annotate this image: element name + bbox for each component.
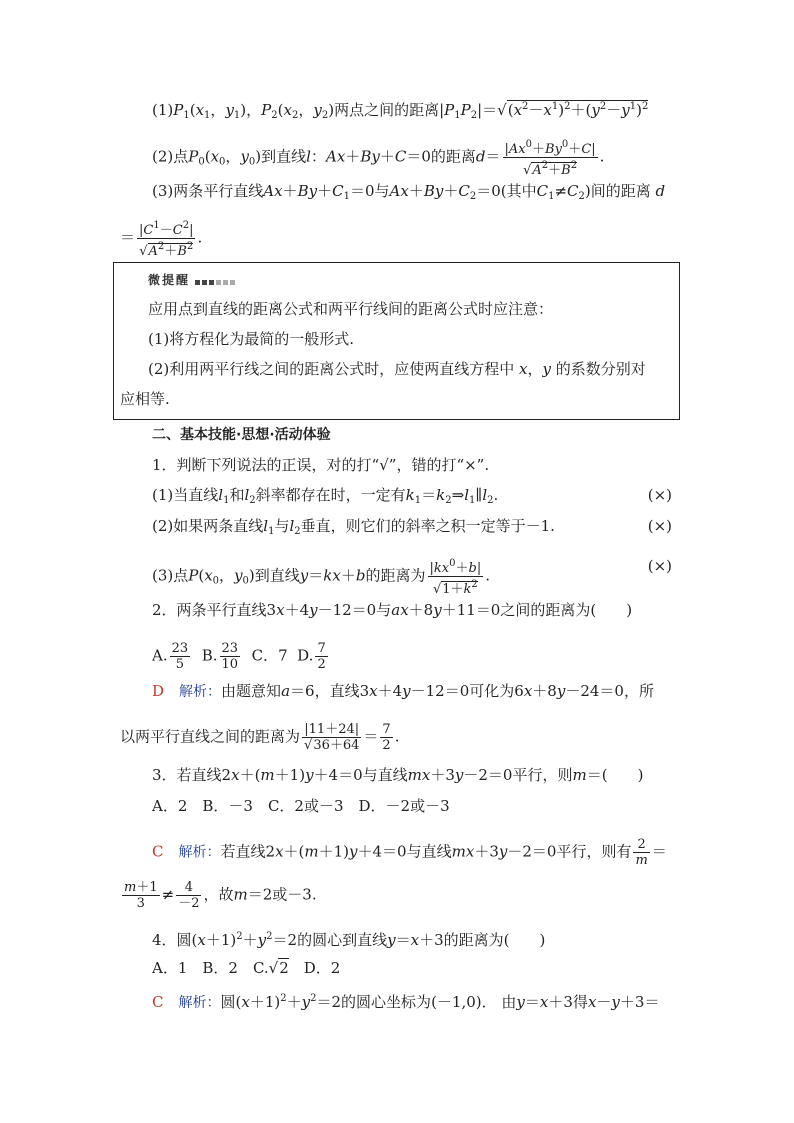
tip-dots-icon (195, 270, 237, 290)
q3-answer: C (152, 842, 164, 861)
tip-intro: 应用点到直线的距离公式和两平行线间的距离公式时应注意： (148, 300, 554, 318)
tip-item-2: (2)利用两平行线之间的距离公式时，应使两直线方程中 x，y 的系数分别对 (148, 360, 646, 378)
q4-answer: C (152, 993, 164, 1011)
q4-stem: 4．圆$(x+1)^2+y^2=2$的圆心到直线y＝x＋3的距离为( ) (152, 931, 546, 949)
q1-distance-fraction: $\frac{|kx^0+b|}{√1+k^2}$ (429, 558, 482, 597)
tip-title: 微提醒 (148, 273, 191, 287)
q4-options: A．1 B．2 C.√2 D．2 (152, 959, 341, 977)
q2-answer: D (152, 682, 165, 700)
q4-solution: C 解析：圆$(x+1)^2+y^2=2$的圆心坐标为(－1,0)． 由y＝x＋3得x－y＋3＝ (152, 993, 660, 1011)
formula-1: $(1)P_1(x_1$，$y_1$)，$P_2(x_2$，$y_2$)两点之间的距离$|P_1P_2|=√(x^2-x^1)^2+(y^2-y^1)^2$ (152, 101, 649, 121)
tip-box (113, 262, 680, 420)
q3-options: A．2 B．－3 C．2或－3 D．－2或－3 (152, 797, 450, 815)
distance-fraction: $\frac{|Ax^0+By^0+C|}{√A^2+B^2}$ (504, 139, 596, 178)
q1-mark-3: (×) (647, 557, 672, 575)
q1-stem: 1．判断下列说法的正误，对的打“√”，错的打“×”. (152, 456, 490, 474)
q1-statement-3: (3)点$P(x_0$，$y_0$)到直线y＝kx＋b的距离为 $\frac{|kx^0+b|}{√1+k^2}$ . (×) (152, 557, 672, 597)
q2-solution-cont: 以两平行直线之间的距离为 $\frac{|11+24|}{√36+64}$ ＝ $\frac{7}{2}$ . (120, 722, 400, 753)
q2-stem: 2．两条平行直线3x＋4y－12＝0与ax＋8y＋11＝0之间的距离为( ) (152, 601, 633, 619)
q3-solution-cont: $\frac{m+1}{3}$ ≠ $\frac{4}{-2}$ ，故m＝2或－3. (124, 880, 317, 911)
tip-item-2-cont: 应相等. (120, 390, 170, 408)
tip-item-1: (1)将方程化为最简的一般形式. (148, 330, 355, 348)
formula-2: (2)点$P_0(x_0$，$y_0$)到直线l：Ax＋By＋C＝0的距离d＝ $\frac{|Ax^0+By^0+C|}{√A^2+B^2}$ . (152, 139, 605, 178)
q3-solution: C 解析：若直线2x＋(m＋1)y＋4＝0与直线mx＋3y－2＝0平行，则有 $\frac{2}{m}$ ＝ (152, 837, 667, 868)
q2-solution: D 解析：由题意知a＝6，直线3x＋4y－12＝0可化为6x＋8y－24＝0，所 (152, 682, 654, 700)
q1-statement-2: (2)如果两条直线$l_1$与$l_2$垂直，则它们的斜率之积一定等于－1. (×) (152, 517, 672, 537)
q2-options: A. $\frac{23}{5}$ B. $\frac{23}{10}$ C．7 D. $\frac{7}{2}$ (152, 641, 326, 672)
q1-mark-2: (×) (647, 517, 672, 535)
tip-header (148, 269, 237, 290)
formula-3: (3)两条平行直线$Ax+By+C_1=0$与$Ax+By+C_2=0$(其中$C_1\ne C_2$)间的距离 d (152, 182, 666, 202)
parallel-distance-fraction: $\frac{|C^1-C^2|}{√A^2+B^2}$ (139, 220, 194, 259)
section-title: 二、基本技能·思想·活动体验 (152, 427, 331, 443)
q3-stem: 3．若直线2x＋(m＋1)y＋4＝0与直线mx＋3y－2＝0平行，则m＝( ) (152, 766, 644, 784)
formula-3-cont: ＝ $\frac{|C^1-C^2|}{√A^2+B^2}$ . (120, 220, 203, 259)
q1-statement-1: (1)当直线$l_1$和$l_2$斜率都存在时，一定有$k_1=k_2\Rightarrow l_1\parallel l_2$. (×) (152, 486, 672, 506)
q1-mark-1: (×) (647, 486, 672, 504)
